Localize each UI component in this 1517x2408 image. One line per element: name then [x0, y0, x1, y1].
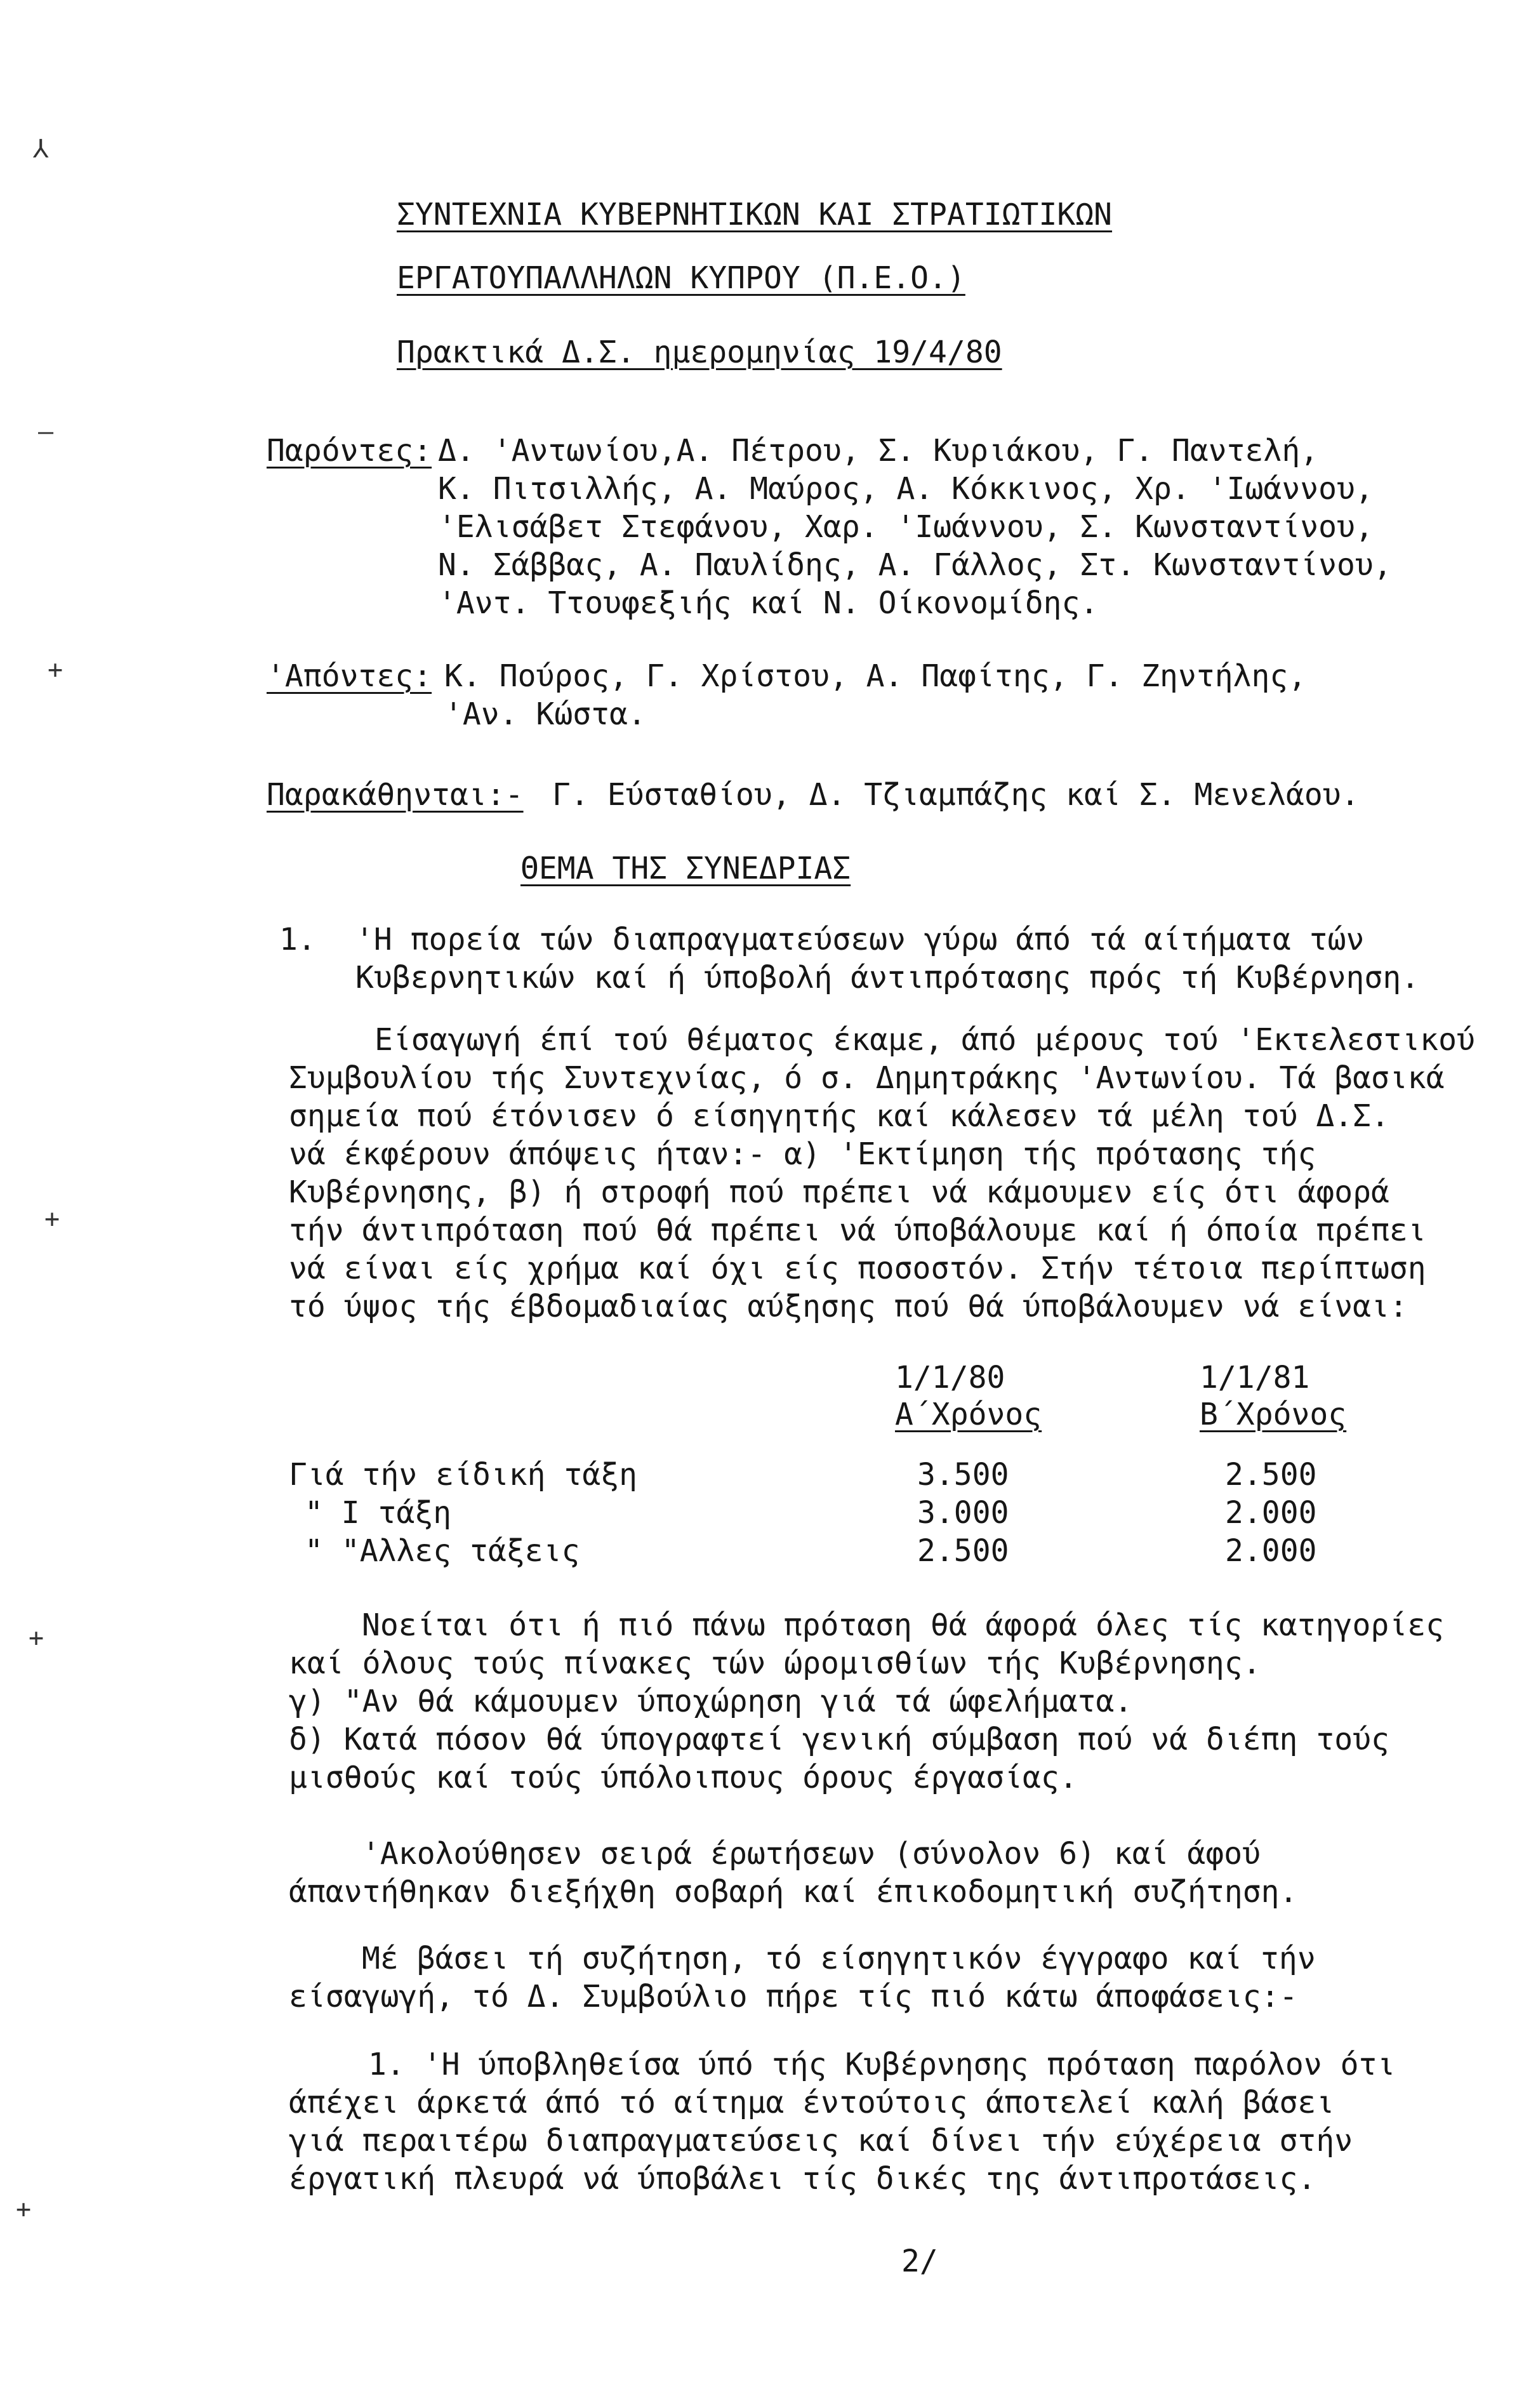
paragraph-line: είσαγωγή, τό Δ. Συμβούλιο πήρε τίς πιό κάτω άποφάσεις:- — [289, 1979, 1298, 2014]
paragraph-line: καί όλους τούς πίνακες τών ώρομισθίων τής Κυβέρνησης. — [289, 1646, 1261, 1681]
decision-line: άπέχει άρκετά άπό τό αίτημα έντούτοις άποτελεί καλή βάσει — [289, 2085, 1335, 2120]
paragraph-line: τό ύψος τής έβδομαδιαίας αύξησης πού θά ύποβάλουμεν νά είναι: — [289, 1289, 1408, 1324]
paragraph-line: σημεία πού έτόνισεν ό είσηγητής καί κάλεσεν τά μέλη τού Δ.Σ. — [289, 1098, 1389, 1134]
scan-mark: + — [29, 1623, 44, 1653]
paragraph-line: Μέ βάσει τή συζήτηση, τό είσηγητικόν έγγραφο καί τήν — [362, 1941, 1316, 1976]
absent-line: 'Αν. Κώστα. — [444, 696, 646, 732]
item-number: 1. — [279, 922, 316, 957]
scan-mark: + — [48, 655, 63, 684]
minutes-title: Πρακτικά Δ.Σ. ημερομηνίας 19/4/80 — [397, 335, 1002, 370]
table-row-label: " Ι τάξη — [305, 1495, 452, 1531]
absent-line: Κ. Πούρος, Γ. Χρίστου, Α. Παφίτης, Γ. Ζηντήλης, — [444, 658, 1307, 694]
paragraph-line: μισθούς καί τούς ύπόλοιπους όρους έργασίας. — [289, 1760, 1078, 1795]
decision-line: γιά περαιτέρω διαπραγματεύσεις καί δίνει τήν εύχέρεια στήν — [289, 2123, 1353, 2159]
item-line: 'Η πορεία τών διαπραγματεύσεων γύρω άπό τά αίτήματα τών — [355, 922, 1365, 957]
scan-mark: ⅄ — [33, 135, 49, 164]
paragraph-line: δ) Κατά πόσον θά ύπογραφτεί γενική σύμβαση πού νά διέπη τούς — [289, 1722, 1389, 1757]
org-name-line1: ΣΥΝΤΕΧΝΙΑ ΚΥΒΕΡΝΗΤΙΚΩΝ ΚΑΙ ΣΤΡΑΤΙΩΤΙΚΩΝ — [397, 197, 1113, 232]
paragraph-line: Συμβουλίου τής Συντεχνίας, ό σ. Δημητράκης 'Αντωνίου. Τά βασικά — [289, 1060, 1445, 1096]
present-line: Ν. Σάββας, Α. Παυλίδης, Α. Γάλλος, Στ. Κωνσταντίνου, — [438, 547, 1392, 583]
table-cell: 3.500 — [917, 1457, 1009, 1493]
paragraph-line: 'Ακολούθησεν σειρά έρωτήσεων (σύνολον 6) καί άφού — [362, 1836, 1261, 1872]
scan-mark: + — [16, 2195, 32, 2224]
table-column-date: 1/1/81 — [1200, 1360, 1310, 1395]
item-line: Κυβερνητικών καί ή ύποβολή άντιπρότασης πρός τή Κυβέρνηση. — [355, 960, 1420, 995]
table-row-label: " "Αλλες τάξεις — [305, 1533, 580, 1569]
table-cell: 2.000 — [1225, 1495, 1317, 1531]
present-line: Κ. Πιτσιλλής, Α. Μαύρος, Α. Κόκκινος, Χρ. 'Ιωάννου, — [438, 471, 1374, 507]
paragraph-line: Νοείται ότι ή πιό πάνω πρόταση θά άφορά όλες τίς κατηγορίες — [362, 1607, 1445, 1643]
attending-text: Γ. Εύσταθίου, Δ. Τζιαμπάζης καί Σ. Μενελάου. — [552, 777, 1360, 813]
paragraph-line: νά είναι είς χρήμα καί όχι είς ποσοστόν. Στήν τέτοια περίπτωση — [289, 1251, 1426, 1286]
paragraph-line: νά έκφέρουν άπόψεις ήταν:- α) 'Εκτίμηση τής πρότασης τής — [289, 1136, 1316, 1172]
table-cell: 2.500 — [917, 1533, 1009, 1569]
table-column-date: 1/1/80 — [895, 1360, 1005, 1395]
table-cell: 3.000 — [917, 1495, 1009, 1531]
table-row-label: Γιά τήν είδική τάξη — [289, 1457, 638, 1493]
attending-label: Παρακάθηνται:- — [267, 777, 524, 813]
present-line: 'Αντ. Ττουφεξιής καί Ν. Οίκονομίδης. — [438, 585, 1099, 621]
agenda-heading: ΘΕΜΑ ΤΗΣ ΣΥΝΕΔΡΙΑΣ — [520, 851, 851, 886]
paragraph-line: άπαντήθηκαν διεξήχθη σοβαρή καί έπικοδομητική συζήτηση. — [289, 1874, 1298, 1910]
paragraph-line: γ) "Αν θά κάμουμεν ύποχώρηση γιά τά ώφελήματα. — [289, 1684, 1133, 1719]
paragraph-line: τήν άντιπρόταση πού θά πρέπει νά ύποβάλουμε καί ή όποία πρέπει — [289, 1213, 1426, 1248]
present-label: Παρόντες: — [267, 433, 432, 469]
table-cell: 2.500 — [1225, 1457, 1317, 1493]
page-number: 2/ — [901, 2244, 938, 2279]
absent-label: 'Απόντες: — [267, 658, 432, 694]
decision-line: έργατική πλευρά νά ύποβάλει τίς δικές της άντιπροτάσεις. — [289, 2161, 1316, 2197]
scan-mark: — — [38, 417, 54, 446]
org-name-line2: ΕΡΓΑΤΟΥΠΑΛΛΗΛΩΝ ΚΥΠΡΟΥ (Π.Ε.Ο.) — [397, 260, 965, 296]
table-column-label: Α΄Χρόνος — [895, 1397, 1042, 1432]
table-column-label: Β΄Χρόνος — [1200, 1397, 1347, 1432]
decision-line: 1. 'Η ύποβληθείσα ύπό τής Κυβέρνησης πρόταση παρόλον ότι — [368, 2047, 1396, 2082]
present-line: 'Ελισάβετ Στεφάνου, Χαρ. 'Ιωάννου, Σ. Κωνσταντίνου, — [438, 509, 1374, 545]
present-line: Δ. 'Αντωνίου,Α. Πέτρου, Σ. Κυριάκου, Γ. Παντελή, — [438, 433, 1319, 469]
paragraph-line: Είσαγωγή έπί τού θέματος έκαμε, άπό μέρους τού 'Εκτελεστικού — [374, 1022, 1475, 1058]
paragraph-line: Κυβέρνησης, β) ή στροφή πού πρέπει νά κάμουμεν είς ότι άφορά — [289, 1174, 1389, 1210]
scan-mark: + — [44, 1204, 60, 1234]
table-cell: 2.000 — [1225, 1533, 1317, 1569]
